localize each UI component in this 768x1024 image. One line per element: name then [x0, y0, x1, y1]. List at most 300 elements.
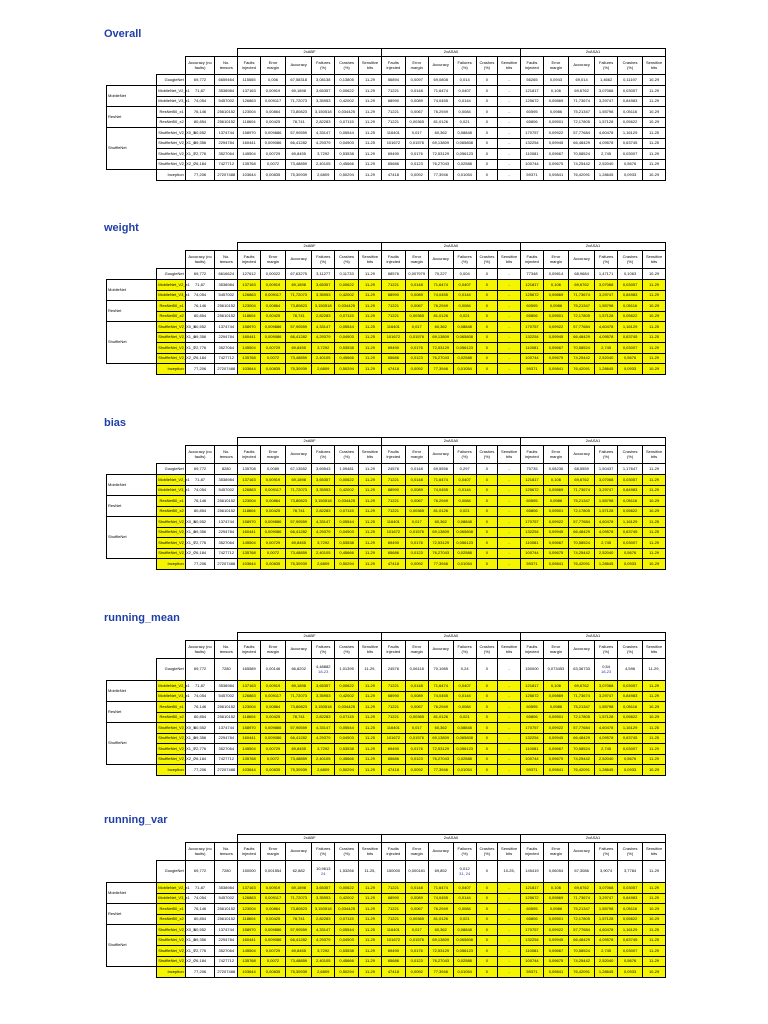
- table-cell: 71221: [381, 883, 405, 894]
- table-cell: 121817: [521, 883, 544, 894]
- table-cell: 100744: [521, 754, 544, 765]
- table-cell: 2,82283: [312, 311, 335, 322]
- table-cell: 0,45666: [335, 159, 359, 170]
- table-cell: -: [498, 733, 521, 744]
- group-header-row: [107, 633, 666, 641]
- table-cell: 76,146: [185, 301, 215, 312]
- table-cell: 2,6809: [312, 967, 335, 978]
- group-header-row: [107, 49, 666, 57]
- table-cell: 66,41282: [286, 138, 312, 149]
- table-cell: 11-29: [359, 754, 382, 765]
- table-cell: 101672: [381, 138, 405, 149]
- group-header: 2xABF: [238, 835, 382, 843]
- col-header: Accuracy: [286, 843, 312, 861]
- col-header: Crashes (%): [476, 57, 498, 75]
- table-cell: 11-29: [643, 946, 666, 957]
- table-cell: 116401: [381, 517, 405, 528]
- table-cell: 2294784: [215, 733, 238, 744]
- table-cell: 1,28645: [595, 967, 618, 978]
- table-cell: 0,5676: [618, 548, 643, 559]
- col-header: Sensitive bits: [643, 641, 666, 659]
- table-cell: 71221: [381, 702, 405, 713]
- table-cell: -: [498, 914, 521, 925]
- table-cell: 69,014: [568, 75, 594, 86]
- table-cell: 0,056123: [453, 538, 476, 549]
- table-cell: 0,03007: [618, 149, 643, 160]
- table-cell: 71,87: [185, 86, 215, 97]
- table-cell: 76,27043: [428, 956, 453, 967]
- table-row: [107, 765, 666, 776]
- table-cell: 59371: [521, 170, 544, 181]
- table-cell: 3527064: [215, 343, 238, 354]
- table-cell: 57,90559: [286, 723, 312, 734]
- table-cell: 150000: [381, 861, 405, 883]
- table-cell: 0,09869: [543, 485, 568, 496]
- table-cell: 72,17805: [568, 117, 594, 128]
- table-row: [107, 538, 666, 549]
- col-header: Failures (%): [453, 57, 476, 75]
- table-cell: 3,29747: [595, 290, 618, 301]
- table-cell: 69,852: [428, 861, 453, 883]
- table-cell: 69,772: [185, 861, 215, 883]
- table-cell: 71221: [381, 506, 405, 517]
- model-name: ShuffleNet_V2_X0_5: [157, 322, 186, 333]
- family-label: MobileNet: [107, 280, 157, 301]
- table-row: [107, 883, 666, 894]
- col-header: Failures (%): [453, 251, 476, 269]
- table-cell: 0,02588: [453, 353, 476, 364]
- table-cell: 66,41282: [286, 935, 312, 946]
- model-name: MobileNet_V2_x1: [157, 681, 186, 692]
- table-cell: 67,63275: [286, 269, 312, 280]
- table-cell: 0,50294: [335, 967, 359, 978]
- table-cell: 75,30939: [286, 765, 312, 776]
- table-cell: 0: [476, 559, 498, 570]
- table-cell: 0,00729: [260, 538, 285, 549]
- col-header: Error margin: [405, 843, 428, 861]
- table-cell: -: [498, 332, 521, 343]
- table-cell: 0: [476, 517, 498, 528]
- table-row: [107, 506, 666, 517]
- table-cell: 1374744: [215, 517, 238, 528]
- table-cell: 73,80823: [286, 301, 312, 312]
- table-cell: 0: [476, 925, 498, 936]
- table-cell: 74,25442: [568, 159, 594, 170]
- table-cell: 2294784: [215, 935, 238, 946]
- table-cell: -: [498, 527, 521, 538]
- table-cell: 27207488: [215, 967, 238, 978]
- col-header: Failures (%): [312, 843, 335, 861]
- table-cell: 3,65357: [312, 475, 335, 486]
- table-cell: 0,05622: [618, 712, 643, 723]
- table-cell: 1,16129: [618, 517, 643, 528]
- table-cell: 25610152: [215, 904, 238, 915]
- table-cell: 65686: [381, 353, 405, 364]
- table-cell: 103644: [238, 967, 261, 978]
- table-row: [107, 946, 666, 957]
- col-header: Error margin: [405, 251, 428, 269]
- table-cell: -: [498, 128, 521, 139]
- table-cell: 0,45666: [335, 548, 359, 559]
- table-cell: 1,4662: [595, 75, 618, 86]
- table-cell: 0,0148: [405, 280, 428, 291]
- table-cell: 4,33147: [312, 517, 335, 528]
- table-cell: 0,07115: [335, 117, 359, 128]
- table-row: [107, 744, 666, 755]
- table-cell: 72,17805: [568, 311, 594, 322]
- table-cell: 0,09945: [543, 527, 568, 538]
- table-cell: 60,552: [185, 322, 215, 333]
- table-cell: 110081: [521, 538, 544, 549]
- table-cell: 25610152: [215, 496, 238, 507]
- table-cell: -: [498, 301, 521, 312]
- table-cell: 57,77684: [568, 925, 594, 936]
- model-name: ShuffleNet_V2_X1_0: [157, 935, 186, 946]
- table-cell: 0,065808: [453, 733, 476, 744]
- table-cell: 135768: [238, 353, 261, 364]
- table-cell: 77,206: [185, 559, 215, 570]
- table-cell: 74,054: [185, 485, 215, 496]
- table-cell: 0: [476, 170, 498, 181]
- table-cell: -: [498, 883, 521, 894]
- model-name: Inception: [157, 170, 186, 181]
- model-name: ShuffleNet_V2_X2_0: [157, 548, 186, 559]
- group-header: 2xASA0: [381, 633, 520, 641]
- table-cell: 126863: [238, 96, 261, 107]
- table-cell: 132254: [521, 733, 544, 744]
- table-cell: 69,13809: [428, 733, 453, 744]
- table-cell: 47418: [381, 765, 405, 776]
- table-cell: 65806: [521, 311, 544, 322]
- table-cell: 25610152: [215, 311, 238, 322]
- model-name: MobileNet_V2_x1: [157, 883, 186, 894]
- table-row: [107, 96, 666, 107]
- table-cell: 0,09667: [543, 538, 568, 549]
- table-cell: 0,63745: [618, 138, 643, 149]
- table-cell: 0,00622: [335, 280, 359, 291]
- table-cell: 0,24: [453, 659, 476, 681]
- table-cell: 137163: [238, 86, 261, 97]
- table-cell: 72,53129: [428, 149, 453, 160]
- table-cell: 0,01576: [405, 527, 428, 538]
- table-cell: 71,72073: [286, 96, 312, 107]
- table-cell: 60,552: [185, 723, 215, 734]
- table-cell: 0,00425: [260, 117, 285, 128]
- table-cell: 10-29: [643, 107, 666, 118]
- table-cell: 74,0455: [428, 893, 453, 904]
- table-cell: 69,772: [185, 464, 215, 475]
- col-header: Accuracy: [428, 641, 453, 659]
- table-cell: 68,5559: [568, 464, 594, 475]
- model-name: ShuffleNet_V2_X2_0: [157, 159, 186, 170]
- col-header: Faults injected: [381, 641, 405, 659]
- table-cell: -: [498, 343, 521, 354]
- table-cell: 0: [476, 967, 498, 978]
- table-cell: 76,27043: [428, 548, 453, 559]
- table-cell: 0,297: [453, 464, 476, 475]
- table-cell: 10,9613 24: [312, 861, 335, 883]
- table-cell: 60,362: [428, 128, 453, 139]
- table-cell: 0,0092: [405, 170, 428, 181]
- table-cell: 0,45666: [335, 353, 359, 364]
- table-cell: 0,065808: [453, 332, 476, 343]
- table-cell: 0,04903: [335, 935, 359, 946]
- table-row: [107, 301, 666, 312]
- table-cell: 57,77684: [568, 128, 594, 139]
- table-cell: 68,9684: [568, 269, 594, 280]
- col-header: Faults injected: [521, 57, 544, 75]
- table-cell: 0,0933: [618, 559, 643, 570]
- table-cell: -: [498, 464, 521, 475]
- table-cell: 4,60478: [595, 723, 618, 734]
- model-name: MobileNet_V3_x1: [157, 290, 186, 301]
- table-cell: 71,87: [185, 883, 215, 894]
- table-cell: 0,42002: [335, 893, 359, 904]
- col-header: Error margin: [260, 251, 285, 269]
- table-cell: 24576: [381, 659, 405, 681]
- table-cell: 2,745: [595, 946, 618, 957]
- table-cell: 72,53129: [428, 946, 453, 957]
- group-header: 2xASA0: [381, 438, 520, 446]
- col-header: Faults injected: [381, 446, 405, 464]
- table-cell: 110081: [521, 946, 544, 957]
- table-cell: 69490: [381, 538, 405, 549]
- table-cell: 2,6809: [312, 364, 335, 375]
- table-cell: 0: [476, 935, 498, 946]
- table-row: [107, 170, 666, 181]
- table-cell: 66,41282: [286, 733, 312, 744]
- cell-note: 18-23: [601, 668, 612, 674]
- table-cell: 75,21347: [568, 702, 594, 713]
- col-header: Crashes (%): [618, 843, 643, 861]
- table-cell: 71,6474: [428, 86, 453, 97]
- table-cell: 60595: [521, 496, 544, 507]
- col-header: Crashes (%): [335, 843, 359, 861]
- model-name: ResNet50_x2: [157, 311, 186, 322]
- table-cell: 10-29: [643, 904, 666, 915]
- col-header: Error margin: [405, 641, 428, 659]
- section-title: running_mean: [104, 612, 180, 624]
- table-cell: 11-25: [359, 527, 382, 538]
- table-cell: -: [498, 149, 521, 160]
- table-cell: 0,0176: [405, 744, 428, 755]
- column-header-row: [107, 641, 666, 659]
- table-cell: 10-29: [643, 914, 666, 925]
- col-header: Error margin: [543, 57, 568, 75]
- table-cell: 0,5676: [618, 754, 643, 765]
- table-cell: 1,57128: [595, 914, 618, 925]
- table-cell: 0,00022: [260, 269, 285, 280]
- table-cell: 76,42091: [568, 967, 594, 978]
- table-cell: 11-29: [359, 464, 382, 475]
- model-name: MobileNet_V2_x1: [157, 475, 186, 486]
- table-cell: 0,1063: [618, 269, 643, 280]
- table-cell: 0,0986: [543, 496, 568, 507]
- table-cell: 3538984: [215, 681, 238, 692]
- table-cell: 6659464: [215, 75, 238, 86]
- table-cell: 75,30939: [286, 364, 312, 375]
- table-cell: 4,60478: [595, 322, 618, 333]
- table-cell: 3,29747: [595, 485, 618, 496]
- table-cell: 11-25: [643, 332, 666, 343]
- table-cell: 0,09814: [543, 269, 568, 280]
- group-header: 2xASA1: [521, 835, 666, 843]
- table-cell: 0,0089: [405, 290, 428, 301]
- table-cell: 0,009117: [260, 485, 285, 496]
- table-cell: 74,25442: [568, 548, 594, 559]
- col-header-tensors: No. tensors: [215, 251, 238, 269]
- table-cell: 0,50294: [335, 765, 359, 776]
- table-cell: 0,0123: [405, 159, 428, 170]
- table-cell: 0,07115: [335, 311, 359, 322]
- table-cell: 11-29: [359, 702, 382, 713]
- group-header-row: [107, 438, 666, 446]
- table-cell: 0: [476, 332, 498, 343]
- col-header: Failures (%): [312, 251, 335, 269]
- table-cell: 1,16129: [618, 925, 643, 936]
- table-row: [107, 754, 666, 765]
- table-cell: 56894: [381, 75, 405, 86]
- model-name: MobileNet_V3_x1: [157, 691, 186, 702]
- table-cell: 74,054: [185, 290, 215, 301]
- table-cell: 27207488: [215, 364, 238, 375]
- model-name: MobileNet_V3_x1: [157, 893, 186, 904]
- table-cell: 3527064: [215, 946, 238, 957]
- table-cell: 2,745: [595, 343, 618, 354]
- table-cell: 11-29: [359, 744, 382, 755]
- table-cell: -: [498, 496, 521, 507]
- table-cell: 3527064: [215, 744, 238, 755]
- table-cell: 1,55798: [595, 702, 618, 713]
- model-name: ShuffleNet_V2_X0_5: [157, 128, 186, 139]
- table-cell: 137163: [238, 681, 261, 692]
- table-cell: 0,09945: [543, 733, 568, 744]
- table-cell: 101672: [381, 935, 405, 946]
- table-cell: 0: [476, 353, 498, 364]
- table-cell: 74,054: [185, 893, 215, 904]
- table-cell: 0,08848: [453, 723, 476, 734]
- table-cell: 69,356: [185, 332, 215, 343]
- table-cell: 0: [476, 712, 498, 723]
- table-cell: 73,48859: [286, 754, 312, 765]
- table-cell: 1,28645: [595, 364, 618, 375]
- table-cell: 0: [476, 527, 498, 538]
- table-cell: 73,48859: [286, 353, 312, 364]
- table-cell: 0,09869: [543, 893, 568, 904]
- group-header: 2xASA1: [521, 633, 666, 641]
- table-cell: 3,69543: [312, 464, 335, 475]
- col-header: Failures (%): [453, 641, 476, 659]
- table-cell: 0,05544: [335, 128, 359, 139]
- table-cell: 101672: [381, 527, 405, 538]
- table-cell: 74,0455: [428, 485, 453, 496]
- table-cell: 66,48429: [568, 527, 594, 538]
- table-cell: 0,00835: [260, 170, 285, 181]
- table-row: [107, 86, 666, 97]
- column-header-row: [107, 843, 666, 861]
- table-cell: 0,0092: [405, 765, 428, 776]
- table-cell: 135768: [238, 548, 261, 559]
- model-name: GoogleNet: [157, 75, 186, 86]
- table-row: [107, 935, 666, 946]
- table-cell: 0,0123: [405, 754, 428, 765]
- table-row: [107, 496, 666, 507]
- table-cell: 103644: [238, 765, 261, 776]
- table-cell: 76,2949: [428, 301, 453, 312]
- table-cell: 3,07068: [595, 86, 618, 97]
- family-label: MobileNet: [107, 86, 157, 107]
- table-cell: 0,0092: [405, 364, 428, 375]
- table-cell: 11-29: [643, 96, 666, 107]
- table-cell: 68990: [381, 893, 405, 904]
- table-cell: 0: [476, 946, 498, 957]
- table-cell: 0,009086: [260, 935, 285, 946]
- table-cell: 126863: [238, 485, 261, 496]
- section-title: weight: [104, 222, 139, 234]
- cell-note: 18-23: [318, 668, 329, 674]
- table-row: [107, 75, 666, 86]
- table-cell: 170757: [521, 322, 544, 333]
- table-cell: 0,53538: [335, 538, 359, 549]
- table-cell: 0,0407: [453, 86, 476, 97]
- col-header: Faults injected: [381, 251, 405, 269]
- table-cell: 0: [476, 723, 498, 734]
- table-cell: 125672: [521, 290, 544, 301]
- table-cell: 11-25: [359, 322, 382, 333]
- table-cell: 0,009886: [260, 517, 285, 528]
- table-row: [107, 290, 666, 301]
- table-cell: 0: [476, 754, 498, 765]
- table-cell: 100744: [521, 548, 544, 559]
- table-cell: 0,09841: [543, 364, 568, 375]
- col-header: Faults injected: [521, 843, 544, 861]
- table-cell: 0,00622: [335, 475, 359, 486]
- table-cell: 4,29379: [312, 935, 335, 946]
- table-cell: 76,42091: [568, 364, 594, 375]
- table-cell: 0,014: [453, 75, 476, 86]
- table-cell: 11-25: [643, 138, 666, 149]
- table-cell: 5457002: [215, 691, 238, 702]
- table-cell: 63,36733: [568, 659, 594, 681]
- table-cell: 11-29: [643, 956, 666, 967]
- table-cell: -: [498, 364, 521, 375]
- table-cell: 11-29: [359, 311, 382, 322]
- group-header: 2xABF: [238, 438, 382, 446]
- table-cell: 4,09578: [595, 332, 618, 343]
- col-header: Sensitive bits: [498, 251, 521, 269]
- table-cell: 0,056123: [453, 744, 476, 755]
- table-cell: -: [498, 322, 521, 333]
- table-cell: 69,13809: [428, 527, 453, 538]
- table-cell: -: [498, 712, 521, 723]
- table-cell: 0,09945: [543, 935, 568, 946]
- table-cell: 0,06118: [405, 659, 428, 681]
- table-cell: 11-29: [643, 681, 666, 692]
- family-label: ShuffleNet: [107, 723, 157, 765]
- table-cell: 0,073453: [543, 659, 568, 681]
- table-cell: 0,0986: [543, 702, 568, 713]
- table-cell: 71,73674: [568, 893, 594, 904]
- table-cell: 2294784: [215, 138, 238, 149]
- table-cell: 60595: [521, 107, 544, 118]
- table-cell: 10-29: [643, 496, 666, 507]
- table-cell: 11-29: [643, 861, 666, 883]
- table-row: [107, 332, 666, 343]
- table-cell: 0: [476, 496, 498, 507]
- table-cell: 0,0144: [453, 485, 476, 496]
- table-cell: 76,2949: [428, 107, 453, 118]
- table-cell: 69,8455: [286, 149, 312, 160]
